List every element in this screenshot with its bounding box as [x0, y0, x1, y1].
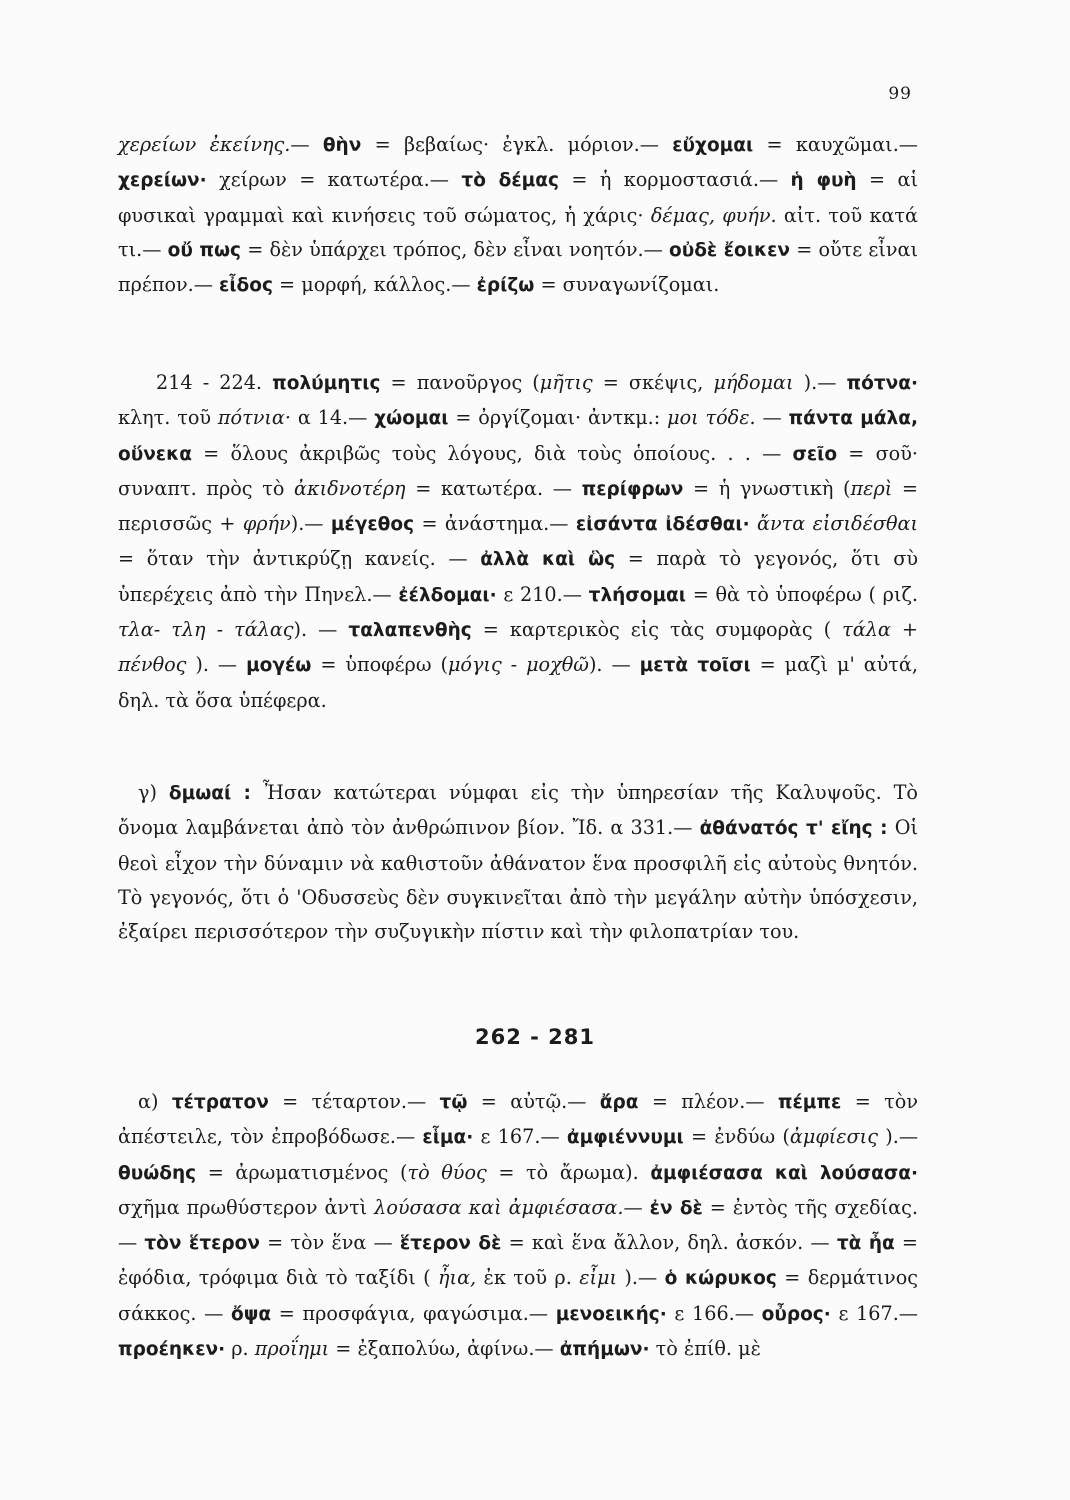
gloss-text: = πλέον.— — [638, 1090, 778, 1113]
gloss-text: = δερμάτινος σάκκος. — — [118, 1266, 918, 1325]
italic-term: τάλα — [842, 618, 891, 642]
gloss-text: + — [890, 618, 918, 642]
headword: πότνα· — [846, 373, 918, 394]
gloss-text: = τὸ ἄρωμα). — [486, 1160, 651, 1184]
italic-term: τλα- τλη - τάλας — [118, 618, 294, 642]
gloss-text: τὸ ἐπίθ. μὲ — [649, 1337, 761, 1361]
paragraph-glossary-1 — [118, 128, 918, 303]
italic-term: δέμας, φυήν. — [650, 203, 777, 227]
gloss-text: = μαζὶ μ' αὐτά, δηλ. τὰ ὅσα ὑπέφερα. — [118, 653, 918, 712]
gloss-text: = τὸν ἀπέστειλε, τὸν ἐπροβόδωσε.— — [118, 1090, 919, 1149]
gloss-text: = προσφάγια, φαγώσιμα.— — [271, 1301, 556, 1325]
headword: θυώδης — [118, 1162, 197, 1184]
italic-term: περὶ — [850, 476, 893, 500]
headword: ἀλλὰ καὶ ὣς — [480, 549, 616, 571]
headword: ἀθάνατός τ' εἴης : — [699, 818, 888, 840]
gloss-text: = σοῦ· συναπτ. πρὸς τὸ — [118, 441, 918, 500]
italic-term: μόγις - μοχθῶ — [447, 653, 589, 677]
gloss-text: = δὲν ὑπάρχει τρόπος, δὲν εἶναι νοητόν.— — [241, 237, 670, 261]
headword: τέτρατον — [171, 1092, 269, 1113]
headword: τὸν ἕτερον — [144, 1233, 260, 1255]
gloss-text: α 14.— — [290, 406, 375, 430]
headword: δμωαί : — [168, 783, 251, 804]
gloss-text: ).— — [793, 371, 847, 394]
gloss-text: = συναγωνίζομαι. — [534, 273, 720, 297]
headword: ἀμφιέσασα καὶ λούσασα· — [650, 1162, 918, 1184]
gloss-text: ). — — [588, 653, 640, 677]
headword: προέηκεν· — [118, 1339, 226, 1361]
headword: σεῖο — [792, 443, 838, 465]
gloss-text: = αἱ φυσικαὶ γραμμαὶ καὶ κινήσεις τοῦ σώματος, ἡ χάρις· — [118, 168, 918, 227]
gloss-text: = ὀργίζομαι· ἀντκμ.: — [448, 406, 668, 430]
headword: πολύμητις — [272, 373, 381, 394]
italic-term: πένθος — [118, 653, 187, 677]
headword: τῷ — [439, 1092, 468, 1113]
gloss-text: = ἀνάστημα.— — [414, 512, 576, 536]
gloss-text: ).— — [617, 1266, 665, 1290]
paragraph-glossary-262-281 — [118, 1085, 918, 1367]
gloss-text: = ἡ κορμοστασιά.— — [558, 168, 791, 192]
gloss-text: = μορφή, κάλλος.— — [272, 273, 477, 297]
gloss-text: χείρων = κατωτέρα.— — [206, 168, 462, 192]
headword: εἷμα· — [422, 1127, 474, 1149]
gloss-text: = ἐφόδια, τρόφιμα διὰ τὸ ταξίδι ( — [118, 1231, 918, 1290]
gloss-text: — — [290, 133, 323, 156]
headword: ἐρίζω — [476, 275, 535, 297]
italic-term: ἀμφίεσις — [789, 1125, 878, 1149]
gloss-text: = τέταρτον.— — [268, 1090, 440, 1113]
gloss-text: Οἱ θεοὶ εἶχον τὴν δύναμιν νὰ καθιστοῦν ἀθάνατον ἕνα προσφιλῆ εἰς αὐτοὺς θνητόν. Τὸ γεγονός, ὅτι ὁ 'Οδυσσεὺς δὲν συγκινεῖται ἀπὸ τὴν μεγάλην αὐτὴν ὑπόσχεσιν, ἐξαίρει περισσότερον τὴν συζυγικὴν πίστιν καὶ τὴν φιλοπατρίαν του. — [118, 816, 918, 944]
headword: τὸ δέμας — [461, 170, 559, 192]
gloss-text: — — [755, 406, 789, 430]
gloss-text — [750, 512, 757, 535]
gloss-text: = ἐντὸς τῆς σχεδίας.— — [118, 1195, 918, 1255]
gloss-text: Ἦσαν κατώτεραι νύμφαι εἰς τὴν ὑπηρεσίαν τῆς Καλυψοῦς. Τὸ ὄνομα λαμβάνεται ἀπὸ τὸν ἀνθρώπινον βίον. Ἴδ. α 331.— — [118, 781, 918, 840]
headword: ὄψα — [230, 1303, 272, 1325]
gloss-text: = κατωτέρα. — — [405, 476, 582, 500]
gloss-text: ρ. — [225, 1337, 255, 1361]
headword: εἶδος — [219, 275, 273, 297]
gloss-text: = ἡ γνωστικὴ ( — [683, 476, 851, 500]
headword: εἰσάντα ἰδέσθαι· — [575, 514, 750, 536]
gloss-text: = ἐνδύω ( — [683, 1125, 790, 1149]
gloss-text: = τὸν ἕνα — — [259, 1231, 400, 1255]
page-number: 99 — [888, 84, 912, 104]
headword: μενοεικής· — [555, 1303, 667, 1325]
gloss-text: = ἀρωματισμένος ( — [196, 1160, 408, 1184]
headword: μογέω — [246, 655, 312, 677]
gloss-text: αἰτ. τοῦ κατά τι.— — [118, 203, 918, 261]
gloss-text: = παρὰ τὸ γεγονός, ὅτι σὺ ὑπερέχεις ἀπὸ τὴν Πηνελ.— — [118, 547, 918, 606]
gloss-text: = καὶ ἕνα ἄλλον, δηλ. ἀσκόν. — — [501, 1231, 837, 1255]
gloss-text: ε 167.— — [473, 1125, 567, 1149]
gloss-text: α) — [138, 1090, 172, 1113]
italic-term: πότνια· — [217, 406, 291, 430]
italic-term: μῆτις — [539, 371, 593, 394]
headword: οὔ πως — [167, 239, 242, 261]
headword: μέγεθος — [330, 514, 415, 536]
headword: πάντα μάλα, οὕνεκα — [118, 408, 918, 465]
headword: ταλαπενθὴς — [348, 620, 472, 642]
headword: οὐδὲ ἔοικεν — [669, 239, 791, 261]
italic-term: λούσασα καὶ ἀμφιέσασα. — [374, 1195, 624, 1219]
headword: ἐν δὲ — [649, 1197, 703, 1219]
gloss-text: ).— — [290, 512, 331, 536]
italic-term: προΐημι — [254, 1337, 330, 1361]
gloss-text: — — [623, 1195, 650, 1219]
paragraph-note-gamma — [118, 776, 918, 949]
gloss-text: ).— — [877, 1125, 919, 1149]
gloss-text: = ὑποφέρω ( — [311, 653, 448, 677]
italic-term: ἀκιδνοτέρη — [294, 476, 406, 500]
italic-term: μοι τόδε. — [667, 406, 756, 430]
gloss-text: = ὅταν τὴν ἀντικρύζῃ κανείς. — — [118, 547, 481, 571]
italic-term: ἄντα εἰσιδέσθαι — [757, 512, 919, 536]
gloss-text: κλητ. τοῦ — [118, 406, 218, 430]
italic-term: μήδομαι — [713, 371, 794, 394]
headword: ἡ φυὴ — [790, 170, 857, 192]
gloss-text: γ) — [138, 781, 169, 804]
gloss-text: = περισσῶς + — [118, 476, 918, 536]
headword: ὁ κώρυκος — [664, 1268, 777, 1290]
gloss-text: ε 166.— — [666, 1301, 762, 1325]
gloss-text: = ὅλους ἀκριβῶς τοὺς λόγους, διὰ τοὺς ὁποίους. . . — — [191, 441, 793, 465]
headword: περίφρων — [581, 478, 684, 500]
gloss-text: 214 - 224. — [156, 371, 273, 394]
headword: ἄρα — [599, 1092, 639, 1113]
italic-term: φρήν — [242, 512, 291, 536]
headword: ἀπήμων· — [559, 1339, 650, 1361]
italic-term: εἶμι — [579, 1266, 618, 1290]
headword: ἐέλδομαι· — [398, 584, 497, 606]
gloss-text: ἐκ τοῦ ρ. — [476, 1266, 580, 1290]
headword: χερείων· — [118, 170, 207, 192]
gloss-text: = αὐτῷ.— — [467, 1090, 600, 1113]
gloss-text: = ἐξαπολύω, ἀφίνω.— — [329, 1337, 560, 1361]
gloss-text: ). — — [186, 653, 247, 677]
italic-term: ἦια, — [438, 1266, 477, 1290]
gloss-text: = θὰ τὸ ὑποφέρω ( ριζ. — [685, 582, 918, 606]
headword: πέμπε — [777, 1092, 842, 1113]
headword: χώομαι — [374, 408, 449, 430]
headword: ἕτερον δὲ — [399, 1233, 502, 1255]
italic-term: χερείων ἐκείνης. — [118, 133, 291, 156]
gloss-text: ε 167.— — [830, 1301, 918, 1325]
gloss-text: = βεβαίως· ἐγκλ. μόριον.— — [361, 133, 673, 156]
headword: θὴν — [322, 135, 362, 156]
headword: τὰ ἦα — [836, 1233, 895, 1255]
gloss-text: = πανοῦργος ( — [380, 371, 540, 394]
paragraph-glossary-214-224 — [118, 366, 918, 718]
italic-term: τὸ θύος — [407, 1160, 487, 1184]
headword: μετὰ τοῖσι — [639, 655, 751, 677]
headword: ἀμφιέννυμι — [566, 1127, 684, 1149]
gloss-text: = καρτερικὸς εἰς τὰς συμφορὰς ( — [471, 618, 843, 642]
headword: εὔχομαι — [672, 135, 754, 156]
gloss-text: ). — — [293, 618, 349, 642]
gloss-text: = καυχῶμαι.— — [753, 133, 918, 156]
headword: οὖρος· — [761, 1303, 831, 1325]
gloss-text: = σκέψις, — [592, 371, 714, 394]
section-heading: 262 - 281 — [474, 1025, 595, 1049]
gloss-text: ε 210.— — [496, 582, 589, 606]
gloss-text: σχῆμα πρωθύστερον ἀντὶ — [118, 1195, 375, 1219]
gloss-text: = οὔτε εἶναι πρέπον.— — [118, 237, 918, 297]
headword: τλήσομαι — [588, 584, 686, 606]
